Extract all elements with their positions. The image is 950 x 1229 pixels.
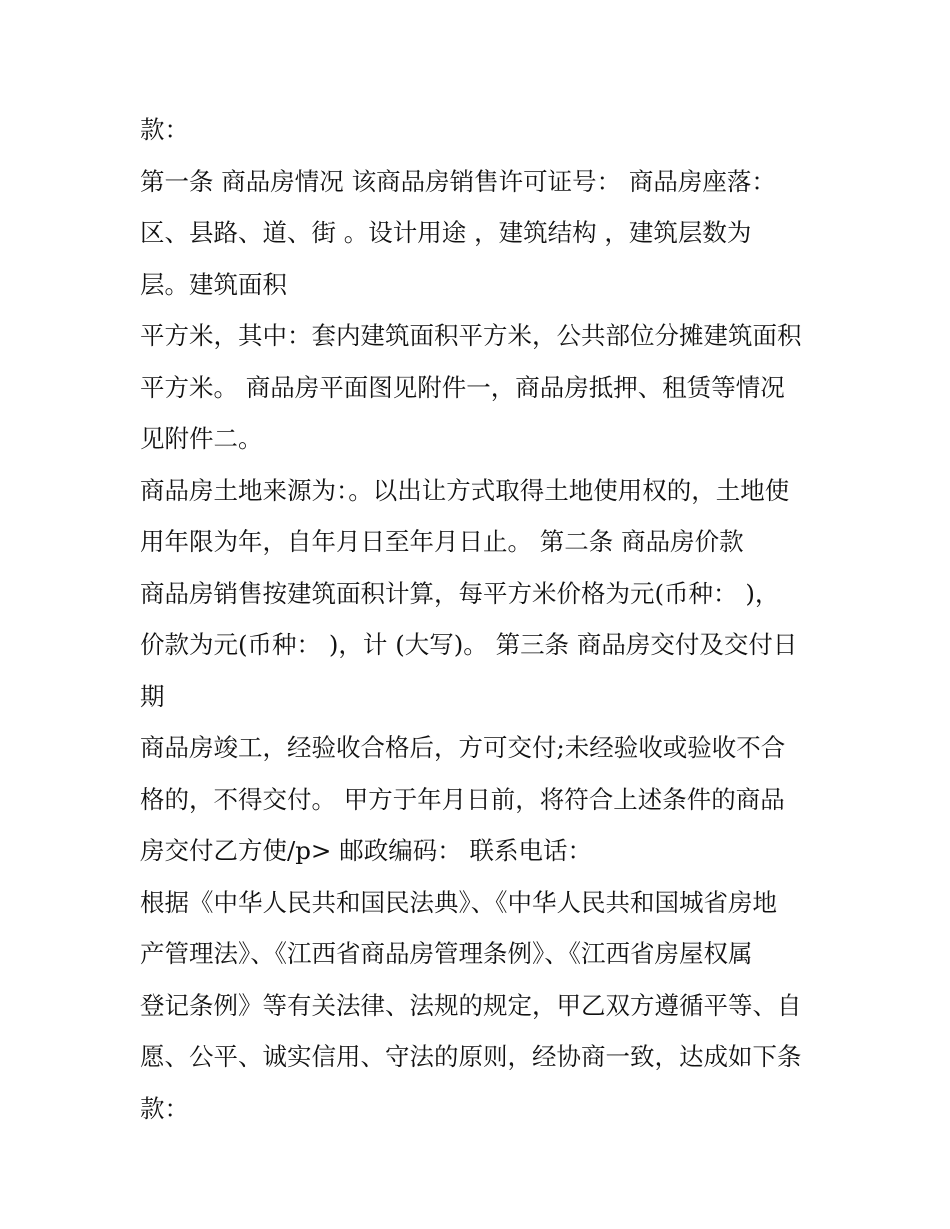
text-line: 见附件二。 <box>140 424 263 453</box>
text-line: 产管理法》、《江西省商品房管理条例》、《江西省房屋权属 <box>140 939 753 968</box>
text-line: 登记条例》等有关法律、法规的规定，甲乙双方遵循平等、自 <box>140 990 802 1020</box>
text-line: 区、县路、道、街 。设计用途 ，建筑结构 ，建筑层数为 <box>140 218 752 247</box>
text-line: 用年限为年，自年月日至年月日止。 第二条 商品房价款 <box>140 527 744 556</box>
text-line: 房交付乙方使/p> 邮政编码： 联系电话： <box>140 836 593 865</box>
text-line: 商品房土地来源为：。以出让方式取得土地使用权的，土地使 <box>140 475 790 505</box>
text-line: 价款为元(币种： )，计 (大写)。 第三条 商品房交付及交付日 <box>140 630 798 659</box>
text-line: 期 <box>140 681 165 711</box>
text-line: 款： <box>140 1093 189 1123</box>
text-line: 平方米。 商品房平面图见附件一，商品房抵押、租赁等情况 <box>140 372 785 402</box>
text-line: 根据《中华人民共和国民法典》、《中华人民共和国城省房地 <box>140 887 777 917</box>
text-line: 款： <box>140 115 189 144</box>
text-line: 格的，不得交付。 甲方于年月日前，将符合上述条件的商品 <box>140 784 785 814</box>
text-line: 商品房销售按建筑面积计算，每平方米价格为元(币种： )， <box>140 578 780 608</box>
text-line: 愿、公平、诚实信用、守法的原则，经协商一致，达成如下条 <box>140 1042 802 1071</box>
text-line: 层。建筑面积 <box>140 269 287 299</box>
text-line: 第一条 商品房情况 该商品房销售许可证号： 商品房座落： <box>140 166 776 196</box>
text-line: 平方米，其中：套内建筑面积平方米，公共部位分摊建筑面积 <box>140 321 802 350</box>
text-line: 商品房竣工，经验收合格后，方可交付;未经验收或验收不合 <box>140 733 786 762</box>
document-body <box>140 112 820 1142</box>
